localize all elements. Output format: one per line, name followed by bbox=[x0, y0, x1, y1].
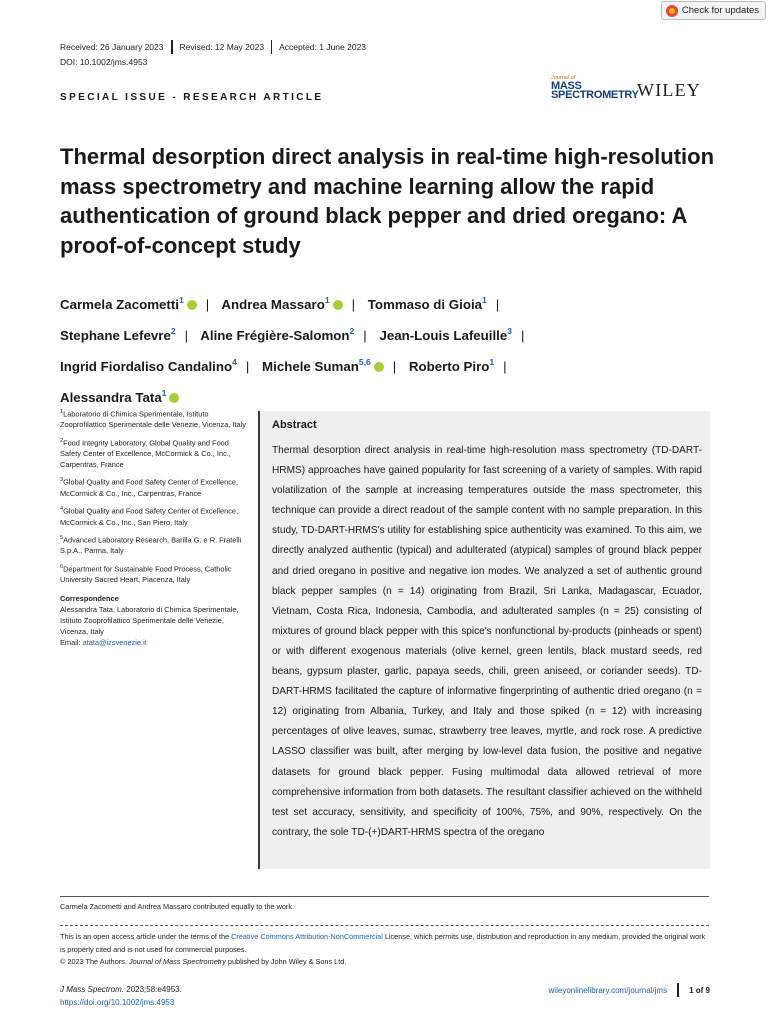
author[interactable]: Michele Suman$^{5,6}$ bbox=[262, 359, 384, 374]
affiliation: $^6$Department for Sustainable Food Process, Catholic University Sacred Heart, Piacenza, Italy bbox=[60, 563, 232, 585]
affiliation: $^2$Food Integrity Laboratory, Global Quality and Food Safety Center of Excellence, McCormick & Co., Inc., Carpentras, France bbox=[60, 437, 231, 470]
correspondence-heading: Correspondence bbox=[60, 594, 119, 604]
orcid-icon[interactable] bbox=[333, 300, 343, 310]
divider bbox=[271, 40, 272, 54]
author[interactable]: Aline Frégière-Salomon$^2$ bbox=[200, 326, 355, 343]
abstract-heading: Abstract bbox=[272, 419, 317, 431]
publisher-logo: WILEY bbox=[637, 80, 701, 100]
correspondence-text: Alessandra Tata, Laboratorio di Chimica Sperimentale, Istituto Zooprofilattico Sperimentale delle Venezie, Vicenza, Italy Email: atata@izsvenezie.it bbox=[60, 605, 239, 647]
orcid-icon[interactable] bbox=[374, 362, 384, 372]
abstract-box bbox=[258, 411, 710, 869]
article-dates bbox=[60, 40, 366, 54]
divider bbox=[677, 983, 679, 997]
author[interactable]: Jean-Louis Lafeuille$^3$ bbox=[379, 326, 512, 343]
divider bbox=[60, 896, 709, 897]
equal-contribution-note: Carmela Zacometti and Andrea Massaro contributed equally to the work. bbox=[60, 902, 295, 911]
affiliation: $^4$Global Quality and Food Safety Center of Excellence, McCormick & Co., Inc., San Piero, Italy bbox=[60, 506, 239, 527]
author[interactable]: Alessandra Tata$^1$ bbox=[60, 390, 179, 405]
author[interactable]: Andrea Massaro$^1$ bbox=[221, 297, 342, 312]
page-number: 1 of 9 bbox=[689, 985, 710, 995]
orcid-icon[interactable] bbox=[169, 393, 179, 403]
crossmark-icon bbox=[666, 5, 678, 17]
affiliations bbox=[60, 407, 246, 653]
received-date: Received: 26 January 2023 bbox=[60, 42, 164, 52]
citation-footer: J Mass Spectrom. 2023;58:e4953. https://doi.org/10.1002/jms.4953 bbox=[60, 985, 182, 1007]
affiliation: $^3$Global Quality and Food Safety Center of Excellence, McCormick & Co., Inc., Carpentras, France bbox=[60, 477, 239, 498]
journal-logo-line1: Journal of bbox=[551, 75, 576, 81]
section-label: SPECIAL ISSUE - RESEARCH ARTICLE bbox=[60, 92, 324, 103]
accepted-date: Accepted: 1 June 2023 bbox=[279, 42, 367, 52]
affiliation: $^5$Advanced Laboratory Research, Barilla G. e R. Fratelli S.p.A., Parma, Italy bbox=[60, 535, 242, 556]
divider bbox=[171, 40, 173, 54]
license-link[interactable]: Creative Commons Attribution-NonCommercial bbox=[231, 932, 383, 941]
author[interactable]: Stephane Lefevre$^2$ bbox=[60, 326, 176, 343]
author-list: Carmela Zacometti$^1$ | Andrea Massaro$^1$ | Tommaso di Gioia$^1$ | Stephane Lefevre$^2$ | Aline Frégière-Salomon$^2$ | Jean-Louis Lafeuille$^3$ | Ingrid Fiordaliso Candalino$^4$ | Michele Suman$^{5,6}$ | Roberto Piro$^1$ | Alessandra Tata$^1$ bbox=[60, 295, 525, 405]
author[interactable]: Carmela Zacometti$^1$ bbox=[60, 297, 197, 312]
page-footer bbox=[549, 983, 710, 997]
journal-logo-line2: MASS bbox=[551, 79, 582, 92]
orcid-icon[interactable] bbox=[187, 300, 197, 310]
author[interactable]: Ingrid Fiordaliso Candalino$^4$ bbox=[60, 357, 237, 374]
article-title: Thermal desorption direct analysis in real-time high-resolution mass spectrometry and machine learning allow the rapid authentication of ground black pepper and dried oregano: A proof-of-concept study bbox=[60, 144, 715, 258]
doi-link[interactable]: https://doi.org/10.1002/jms.4953 bbox=[60, 998, 175, 1007]
email-link[interactable]: atata@izsvenezie.it bbox=[82, 637, 147, 647]
abstract-text: Thermal desorption direct analysis in real-time high-resolution mass spectrometry (TD-DART-HRMS) approaches have gained popularity for fast screening of a variety of samples. With rapid volatilization of the sample at increasing temperatures outside the mass spectrometer, this technique can provide a direct readout of the sample content with no sample preparation. In this study, TD-DART-HRMS's utility for establishing spice authenticity was examined. To this aim, we directly analyzed authentic (typical) and adulterated (atypical) samples of ground black pepper and dried oregano in positive and negative ion modes. We analyzed a set of authentic ground black pepper samples (n = 14) originating from Brazil, Sri Lanka, Madagascar, Ecuador, Vietnam, Costa Rica, Indonesia, Cambodia, and adulterated samples (n = 25) consisting of mixtures of ground black pepper with this spice's nonfunctional by-products (pinheads or spent) or with different exogenous materials (olive kernel, green lentils, black mustard seeds, red beans, gypsum plaster, garlic, papaya seeds, chili, green aniseed, or coriander seeds). TD-DART-HRMS facilitated the capture of informative fingerprinting of authentic dried oregano (n = 12) originating from Albania, Turkey, and Italy and those spiked (n = 12) with increasing percentages of olive leaves, sumac, strawberry tree leaves, myrtle, and rock rose. A predictive LASSO classifier was built, after merging by low-level data fusion, the positive and negative datasets for ground black pepper. Fusing multimodal data allowed retrieval of more comprehensive information from both datasets. The resultant classifier achieved on the withheld test set accuracy, sensitivity, and specificity of 100%, 75%, and 90%, respectively. On the contrary, the sole TD-(+)DART-HRMS spectra of the oregano bbox=[272, 445, 702, 838]
author[interactable]: Roberto Piro$^1$ bbox=[408, 357, 495, 374]
check-for-updates-button[interactable] bbox=[661, 1, 766, 20]
affiliation: $^1$Laboratorio di Chimica Sperimentale, Istituto Zooprofilattico Sperimentale delle Venezie, Vicenza, Italy bbox=[60, 409, 246, 430]
author[interactable]: Tommaso di Gioia$^1$ bbox=[367, 295, 487, 312]
journal-site-link[interactable]: wileyonlinelibrary.com/journal/jms bbox=[548, 985, 668, 995]
divider bbox=[60, 925, 709, 926]
license-notice: This is an open access article under the terms of the Creative Commons Attribution-NonCommercial License, which permits use, distribution and reproduction in any medium, provided the original work is properly cited and is not used for commercial purposes. © 2023 The Authors. Journal of Mass Spectrometry published by John Wiley & Sons Ltd. bbox=[60, 932, 706, 966]
doi: DOI: 10.1002/jms.4953 bbox=[60, 57, 148, 67]
revised-date: Revised: 12 May 2023 bbox=[179, 42, 265, 52]
check-updates-label: Check for updates bbox=[681, 5, 759, 16]
journal-logo-line3: SPECTROMETRY bbox=[551, 88, 639, 101]
journal-logo bbox=[551, 75, 639, 101]
